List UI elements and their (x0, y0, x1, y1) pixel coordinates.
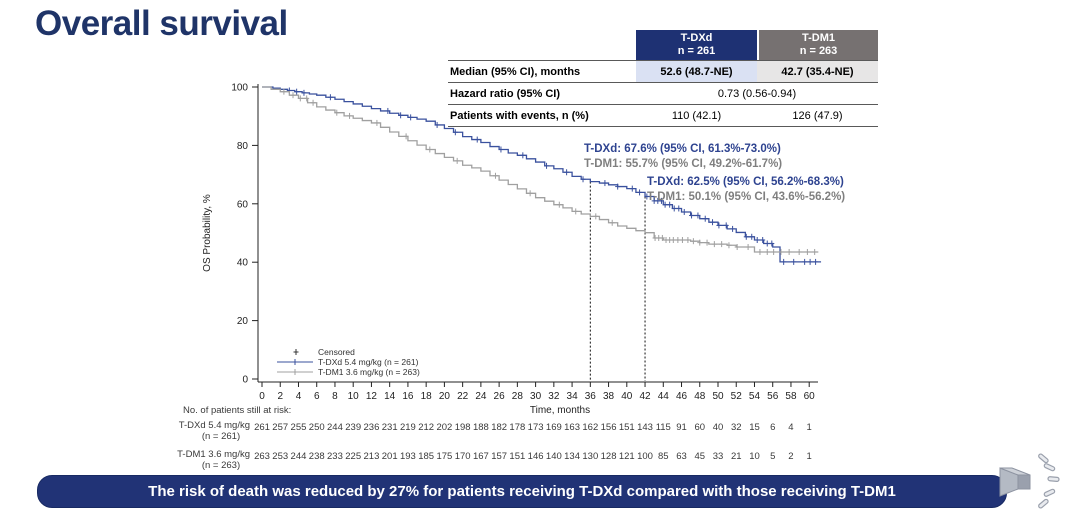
legend (277, 347, 420, 377)
svg-text:26: 26 (493, 391, 505, 402)
row-label-hazard-ratio: Hazard ratio (95% CI) (450, 87, 561, 100)
svg-text:58: 58 (785, 391, 797, 402)
svg-text:91: 91 (676, 422, 687, 433)
svg-text:253: 253 (272, 451, 289, 462)
svg-text:219: 219 (399, 422, 416, 433)
annotation-tdm1-42mo: T-DM1: 50.1% (95% CI, 43.6%-56.2%) (647, 191, 846, 203)
svg-text:48: 48 (694, 391, 706, 402)
median-value-tdxd: 52.6 (48.7-NE) (636, 61, 757, 82)
svg-text:173: 173 (527, 422, 544, 433)
svg-text:151: 151 (618, 422, 635, 433)
svg-text:56: 56 (767, 391, 779, 402)
svg-text:40: 40 (236, 257, 248, 269)
svg-text:4: 4 (295, 391, 302, 402)
svg-text:28: 28 (511, 391, 523, 402)
svg-text:21: 21 (730, 451, 742, 462)
svg-text:14: 14 (384, 391, 396, 402)
annotation-tdxd-42mo: T-DXd: 62.5% (95% CI, 56.2%-68.3%) (647, 176, 844, 188)
svg-text:202: 202 (436, 422, 453, 433)
svg-text:40: 40 (621, 391, 633, 402)
svg-text:244: 244 (327, 422, 343, 433)
svg-text:121: 121 (618, 451, 635, 462)
svg-text:46: 46 (675, 391, 688, 402)
legend-label-tdm1: T-DM1 3.6 mg/kg (n = 263) (318, 367, 420, 377)
svg-text:255: 255 (290, 422, 307, 433)
svg-text:10: 10 (347, 391, 359, 402)
median-value-tdm1: 42.7 (35.4-NE) (757, 61, 878, 82)
svg-text:2: 2 (277, 391, 284, 402)
svg-text:151: 151 (509, 451, 526, 462)
svg-text:42: 42 (639, 391, 651, 402)
svg-text:156: 156 (600, 422, 617, 433)
svg-text:20: 20 (438, 391, 450, 402)
svg-text:238: 238 (308, 451, 325, 462)
svg-text:261: 261 (254, 422, 270, 433)
svg-text:157: 157 (491, 451, 508, 462)
svg-text:128: 128 (600, 451, 617, 462)
svg-text:167: 167 (472, 451, 489, 462)
column-header-tdm1-name: T-DM1 (802, 32, 835, 45)
svg-text:8: 8 (332, 391, 338, 402)
svg-text:18: 18 (420, 391, 432, 402)
svg-text:85: 85 (657, 451, 669, 462)
svg-text:12: 12 (365, 391, 378, 402)
svg-text:130: 130 (582, 451, 599, 462)
at-risk-row-n-0: (n = 261) (201, 431, 241, 442)
svg-text:231: 231 (381, 422, 398, 433)
svg-text:38: 38 (602, 391, 615, 402)
svg-text:175: 175 (436, 451, 453, 462)
svg-text:170: 170 (454, 451, 471, 462)
svg-text:32: 32 (730, 422, 742, 433)
summary-banner-text: The risk of death was reduced by 27% for patients receiving T-DXd compared with those receiving T-DM1 (148, 483, 896, 500)
svg-text:32: 32 (548, 391, 560, 402)
svg-text:182: 182 (491, 422, 508, 433)
annotation-tdm1-36mo: T-DM1: 55.7% (95% CI, 49.2%-61.7%) (584, 158, 783, 170)
svg-text:50: 50 (712, 391, 724, 402)
x-axis-title: Time, months (529, 405, 591, 416)
svg-text:225: 225 (345, 451, 362, 462)
svg-text:20: 20 (236, 316, 248, 328)
at-risk-header: No. of patients still at risk: (183, 405, 292, 416)
svg-text:40: 40 (712, 422, 724, 433)
svg-text:140: 140 (545, 451, 562, 462)
svg-text:44: 44 (657, 391, 669, 402)
svg-text:6: 6 (313, 391, 320, 402)
svg-text:63: 63 (676, 451, 687, 462)
svg-text:233: 233 (327, 451, 343, 462)
svg-text:1: 1 (806, 422, 812, 433)
events-value-tdm1: 126 (47.9) (792, 109, 843, 122)
summary-banner (37, 475, 1007, 508)
svg-text:257: 257 (272, 422, 289, 433)
at-risk-table (177, 405, 812, 471)
svg-text:169: 169 (545, 422, 562, 433)
svg-text:178: 178 (509, 422, 526, 433)
row-label-events: Patients with events, n (%) (450, 109, 589, 122)
survival-curve-tdxd (262, 87, 821, 262)
svg-text:36: 36 (584, 391, 596, 402)
svg-text:100: 100 (231, 82, 248, 94)
svg-text:0: 0 (242, 374, 248, 386)
svg-text:146: 146 (527, 451, 544, 462)
row-label-median: Median (95% CI), months (450, 65, 581, 78)
svg-text:45: 45 (694, 451, 706, 462)
svg-text:6: 6 (770, 422, 776, 433)
svg-text:30: 30 (530, 391, 542, 402)
at-risk-row-label-1: T-DM1 3.6 mg/kg (177, 449, 250, 460)
svg-text:10: 10 (749, 451, 760, 462)
svg-text:263: 263 (254, 451, 270, 462)
column-header-tdm1-n: n = 263 (799, 45, 838, 57)
svg-text:60: 60 (803, 391, 815, 402)
axes (252, 84, 818, 387)
y-axis-title: OS Probability, % (202, 194, 213, 272)
hazard-ratio-value: 0.73 (0.56-0.94) (717, 87, 797, 100)
at-risk-row-label-0: T-DXd 5.4 mg/kg (178, 420, 250, 431)
at-risk-row-n-1: (n = 263) (201, 460, 241, 471)
svg-text:22: 22 (457, 391, 469, 402)
svg-text:250: 250 (308, 422, 325, 433)
svg-text:33: 33 (712, 451, 724, 462)
events-value-tdxd: 110 (42.1) (671, 109, 722, 122)
svg-text:100: 100 (637, 451, 653, 462)
svg-text:244: 244 (290, 451, 307, 462)
legend-censored-label: Censored (318, 347, 355, 357)
annotation-tdxd-36mo: T-DXd: 67.6% (95% CI, 61.3%-73.0%) (584, 143, 781, 155)
svg-text:162: 162 (582, 422, 599, 433)
svg-text:188: 188 (472, 422, 489, 433)
svg-text:54: 54 (748, 391, 761, 402)
svg-text:52: 52 (730, 391, 742, 402)
svg-text:143: 143 (637, 422, 653, 433)
svg-text:212: 212 (418, 422, 435, 433)
column-header-tdxd-n: n = 261 (677, 45, 716, 57)
page-title: Overall survival (35, 4, 288, 43)
legend-label-tdxd: T-DXd 5.4 mg/kg (n = 261) (318, 357, 419, 367)
speaker-icon[interactable] (992, 450, 1072, 514)
svg-text:239: 239 (345, 422, 362, 433)
svg-text:5: 5 (770, 451, 776, 462)
svg-text:80: 80 (236, 140, 248, 152)
svg-text:115: 115 (655, 422, 671, 433)
svg-text:15: 15 (749, 422, 760, 433)
svg-text:24: 24 (475, 391, 487, 402)
svg-text:34: 34 (566, 391, 578, 402)
svg-text:198: 198 (454, 422, 471, 433)
svg-text:4: 4 (788, 422, 794, 433)
svg-text:193: 193 (399, 451, 416, 462)
svg-text:236: 236 (363, 422, 380, 433)
svg-text:201: 201 (381, 451, 398, 462)
axis-labels (202, 83, 815, 417)
svg-text:2: 2 (788, 451, 794, 462)
svg-text:0: 0 (259, 391, 265, 402)
svg-text:60: 60 (236, 199, 248, 211)
svg-text:134: 134 (564, 451, 581, 462)
svg-text:163: 163 (564, 422, 581, 433)
svg-text:185: 185 (418, 451, 435, 462)
svg-text:60: 60 (694, 422, 706, 433)
column-header-tdxd-name: T-DXd (680, 32, 713, 45)
svg-text:16: 16 (402, 391, 414, 402)
svg-text:213: 213 (363, 451, 380, 462)
svg-text:1: 1 (806, 451, 812, 462)
